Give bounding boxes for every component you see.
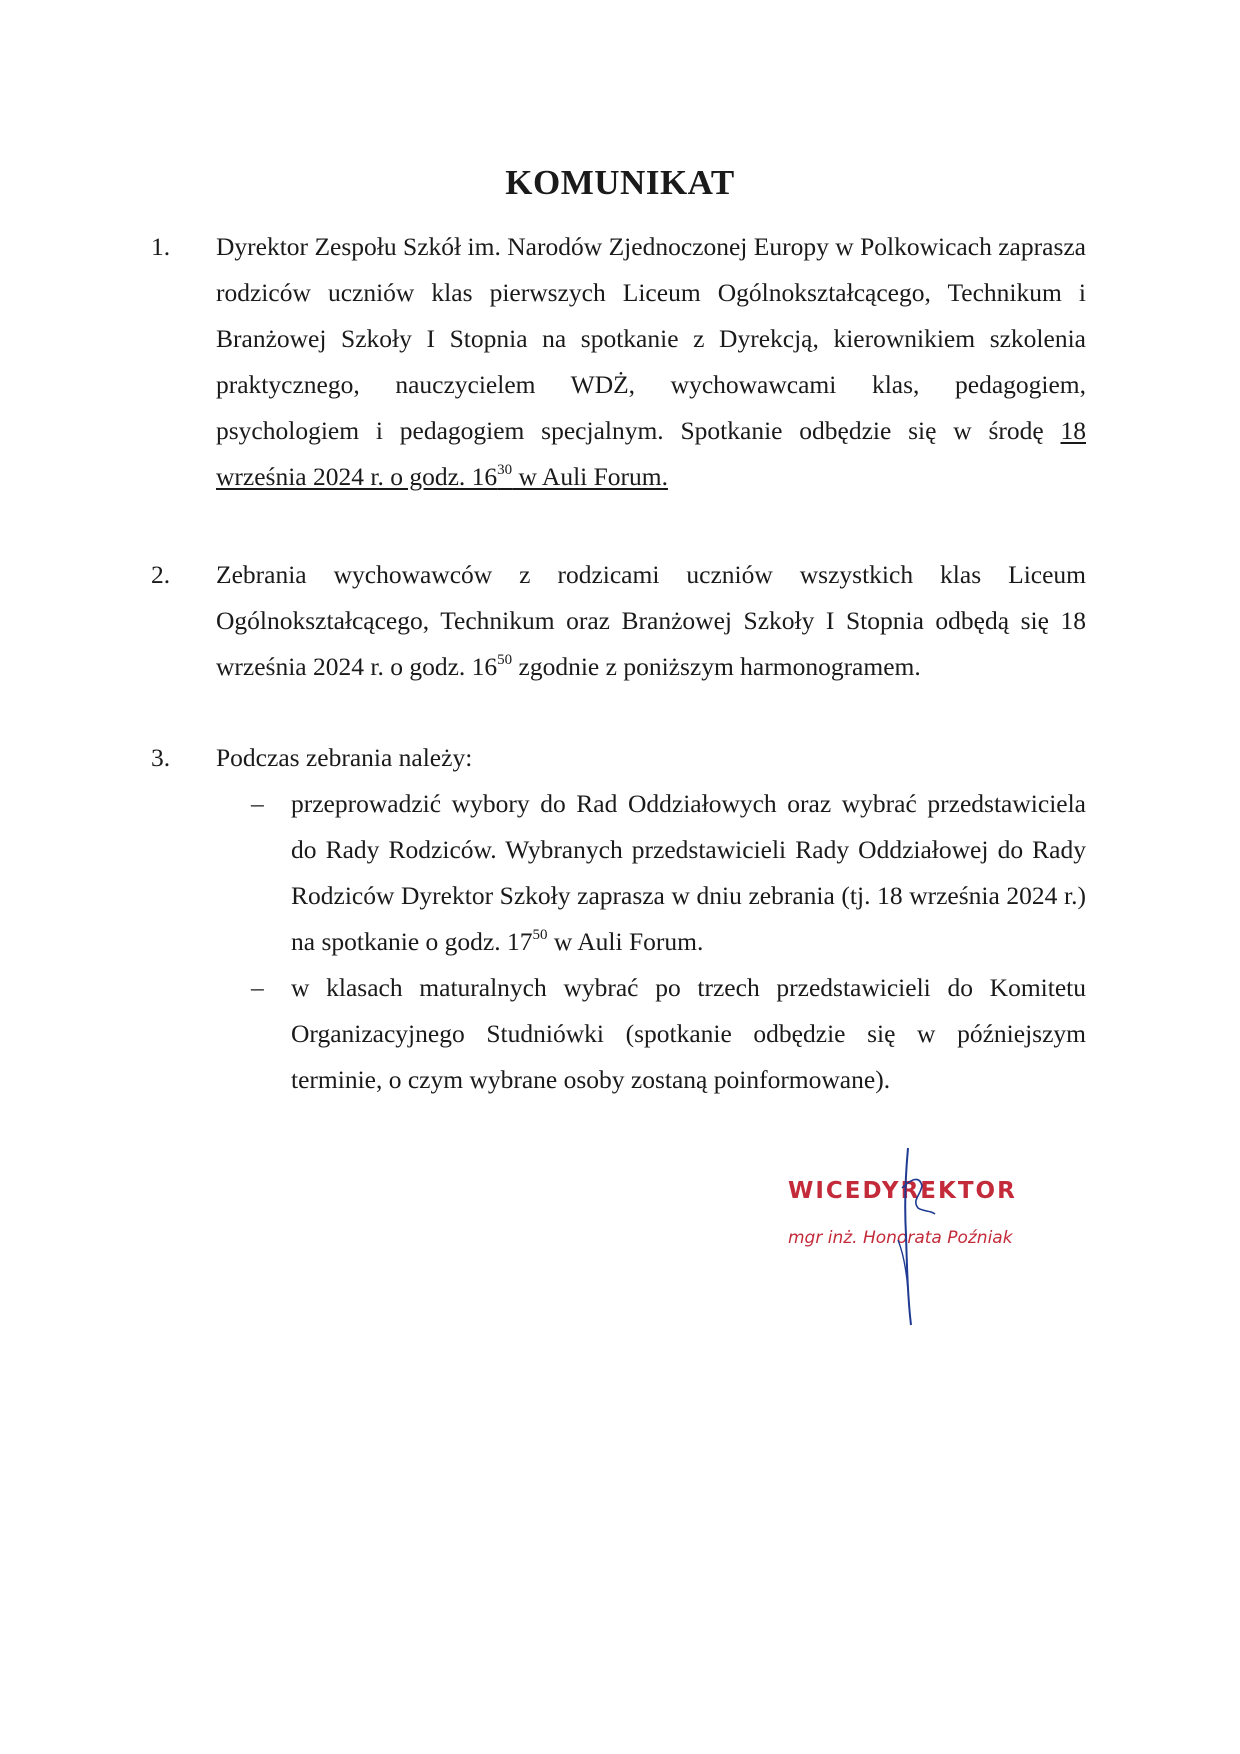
item-number: 3.	[151, 743, 171, 772]
handwritten-signature	[770, 1140, 1080, 1340]
meeting-time-minutes: 50	[497, 651, 513, 668]
list-item	[251, 781, 1086, 965]
task-list	[216, 781, 1086, 1103]
announcement-item-2	[151, 552, 1086, 690]
list-item	[251, 965, 1086, 1103]
item-intro: Podczas zebrania należy:	[216, 743, 473, 772]
item-number: 2.	[151, 560, 171, 589]
meeting-place: w Auli Forum.	[512, 462, 669, 491]
announcement-item-1	[151, 224, 1086, 500]
item-text	[216, 552, 1086, 690]
list-item-text: przeprowadzić wybory do Rad Oddziałowych oraz wybrać przedstawiciela do Rady Rodziców. Wybranych przedstawicieli Rady Oddziałowej do Rady Rodziców Dyrektor Szkoły zaprasza w dniu zebrania (tj. 18 września 2024 r.) na spotkanie o godz. 17	[291, 789, 1086, 956]
item-text-main: Zebrania wychowawców z rodzicami uczniów wszystkich klas Liceum Ogólnokształcącego, Technikum oraz Branżowej Szkoły I Stopnia odbędą się 18 września 2024 r. o godz. 16	[216, 560, 1086, 681]
dash-bullet: –	[251, 973, 264, 1002]
announcement-item-3	[151, 735, 1086, 1103]
meeting-time-minutes: 30	[497, 461, 513, 478]
stamp-name: mgr inż. Honorata Poźniak	[788, 1228, 1013, 1248]
list-item-text: w klasach maturalnych wybrać po trzech przedstawicieli do Komitetu Organizacyjnego Studniówki (spotkanie odbędzie się w późniejszym terminie, o czym wybrane osoby zostaną poinformowane).	[291, 973, 1086, 1094]
stamp-role: WICEDYREKTOR	[788, 1178, 1017, 1204]
item-text-main: Dyrektor Zespołu Szkół im. Narodów Zjednoczonej Europy w Polkowicach zaprasza rodziców uczniów klas pierwszych Liceum Ogólnokształcącego, Technikum i Branżowej Szkoły I Stopnia na spotkanie z Dyrekcją, kierownikiem szkolenia praktycznego, nauczycielem WDŻ, wychowawcami klas, pedagogiem, psychologiem i pedagogiem specjalnym. Spotkanie odbędzie się w środę	[216, 232, 1086, 445]
dash-bullet: –	[251, 789, 264, 818]
meeting-time-minutes: 50	[532, 926, 548, 943]
list-item-text-end: w Auli Forum.	[547, 927, 704, 956]
meeting-date: 18 września 2024 r. o godz. 16	[216, 416, 1086, 491]
official-stamp	[770, 1140, 1080, 1340]
item-text-end: zgodnie z poniższym harmonogramem.	[512, 652, 921, 681]
item-text	[216, 735, 1086, 1103]
document-title: KOMUNIKAT	[505, 163, 735, 202]
item-text	[216, 224, 1086, 500]
item-number: 1.	[151, 232, 171, 261]
